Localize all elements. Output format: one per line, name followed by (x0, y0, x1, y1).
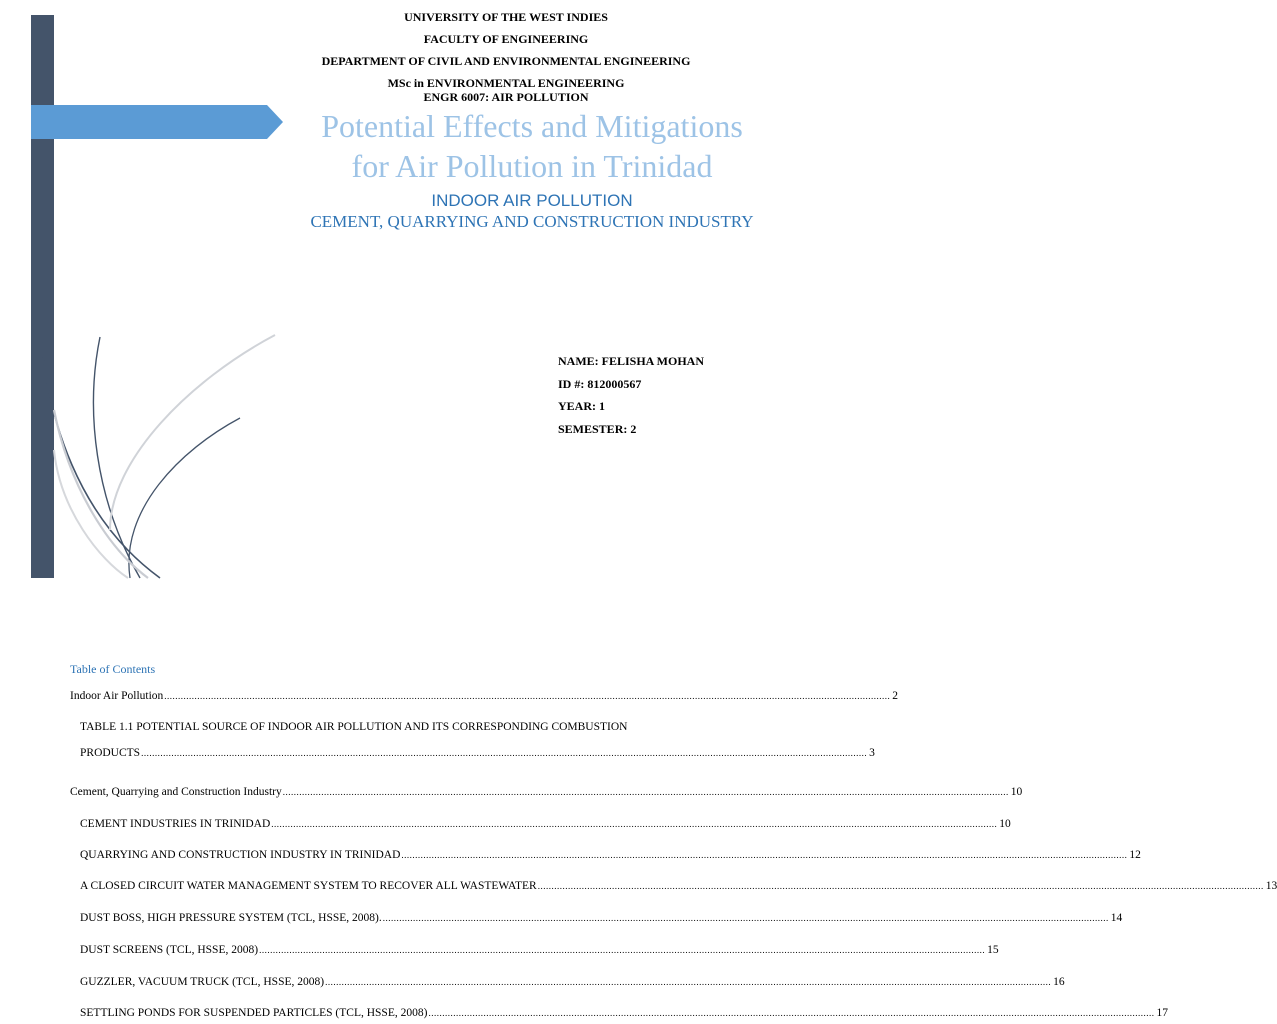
toc-entry-page: 17 (1156, 1007, 1168, 1019)
toc-leader: ........................................................................................................................................................................................................................................................................ (401, 850, 1128, 860)
toc-heading: Table of Contents (70, 662, 156, 676)
toc-entry-label: A CLOSED CIRCUIT WATER MANAGEMENT SYSTEM TO RECOVER ALL WASTEWATER (80, 880, 537, 892)
toc-leader: ........................................................................................................................................................................................................................................................................ (428, 1008, 1155, 1018)
toc-entry-label: QUARRYING AND CONSTRUCTION INDUSTRY IN TRINIDAD (80, 849, 401, 861)
toc-leader: ........................................................................................................................................................................................................................................................................ (282, 787, 1009, 797)
toc-entry[interactable] (80, 975, 1065, 989)
course-code: ENGR 6007: AIR POLLUTION (423, 90, 589, 104)
report-subtitle-2: CEMENT, QUARRYING AND CONSTRUCTION INDUSTRY (310, 212, 754, 231)
toc-entry-page: 15 (987, 944, 999, 956)
student-id: ID #: 812000567 (558, 376, 642, 391)
programme-name: MSc in ENVIRONMENTAL ENGINEERING (387, 76, 625, 90)
toc-entry[interactable] (80, 848, 1141, 862)
report-title-line-2: for Air Pollution in Trinidad (351, 148, 713, 184)
toc-entry-page: 10 (1010, 786, 1023, 798)
toc-entry[interactable] (80, 911, 1123, 925)
department-name: DEPARTMENT OF CIVIL AND ENVIRONMENTAL ENGINEERING (321, 54, 691, 68)
toc-entry-page: 2 (892, 690, 899, 702)
student-year: YEAR: 1 (558, 399, 605, 413)
cover-decorative-curves (0, 300, 300, 590)
toc-entry[interactable] (70, 785, 1023, 799)
toc-leader: ........................................................................................................................................................................................................................................................................ (164, 691, 891, 701)
toc-entry[interactable] (80, 746, 875, 760)
faculty-name: FACULTY OF ENGINEERING (423, 32, 589, 46)
toc-entry-page: 10 (999, 818, 1011, 830)
toc-entry[interactable] (80, 817, 1011, 831)
cover-arrow-banner (31, 105, 283, 139)
toc-leader: ........................................................................................................................................................................................................................................................................ (325, 977, 1052, 987)
student-name: NAME: FELISHA MOHAN (558, 354, 705, 368)
toc-entry-label: TABLE 1.1 POTENTIAL SOURCE OF INDOOR AIR POLLUTION AND ITS CORRESPONDING COMBUSTION (80, 721, 628, 733)
toc-entry-page: 16 (1053, 976, 1065, 988)
student-semester: SEMESTER: 2 (558, 421, 637, 436)
toc-entry-label: GUZZLER, VACUUM TRUCK (TCL, HSSE, 2008) (80, 976, 325, 988)
toc-entry-label: SETTLING PONDS FOR SUSPENDED PARTICLES (TCL, HSSE, 2008) (80, 1007, 428, 1019)
toc-entry-label: DUST BOSS, HIGH PRESSURE SYSTEM (TCL, HSSE, 2008). (80, 912, 382, 924)
toc-entry-label: Cement, Quarrying and Construction Industry (70, 786, 282, 798)
student-info (558, 350, 704, 440)
university-name: UNIVERSITY OF THE WEST INDIES (404, 10, 608, 24)
toc-entry-label: DUST SCREENS (TCL, HSSE, 2008) (80, 944, 259, 956)
toc-entry[interactable] (80, 943, 999, 957)
toc-leader: ........................................................................................................................................................................................................................................................................ (271, 819, 998, 829)
toc-leader: ........................................................................................................................................................................................................................................................................ (382, 913, 1109, 923)
toc-entry-label: Indoor Air Pollution (70, 690, 164, 702)
toc-leader: ........................................................................................................................................................................................................................................................................ (537, 881, 1264, 891)
toc-leader: ........................................................................................................................................................................................................................................................................ (141, 748, 868, 758)
toc-entry-page: 3 (869, 747, 875, 759)
toc-leader: ........................................................................................................................................................................................................................................................................ (259, 945, 986, 955)
toc-entry[interactable] (80, 720, 627, 734)
toc-entry-page: 12 (1129, 849, 1141, 861)
report-subtitle-1: INDOOR AIR POLLUTION (431, 191, 633, 210)
toc-entry-page: 14 (1110, 912, 1123, 924)
report-title-line-1: Potential Effects and Mitigations (321, 108, 743, 144)
toc-entry-page: 13 (1265, 880, 1277, 892)
toc-entry-label: CEMENT INDUSTRIES IN TRINIDAD (80, 818, 271, 830)
toc-entry[interactable] (70, 689, 899, 703)
toc-entry[interactable] (80, 879, 1277, 893)
toc-entry-label: PRODUCTS (80, 747, 141, 759)
toc-entry[interactable] (80, 1006, 1168, 1020)
